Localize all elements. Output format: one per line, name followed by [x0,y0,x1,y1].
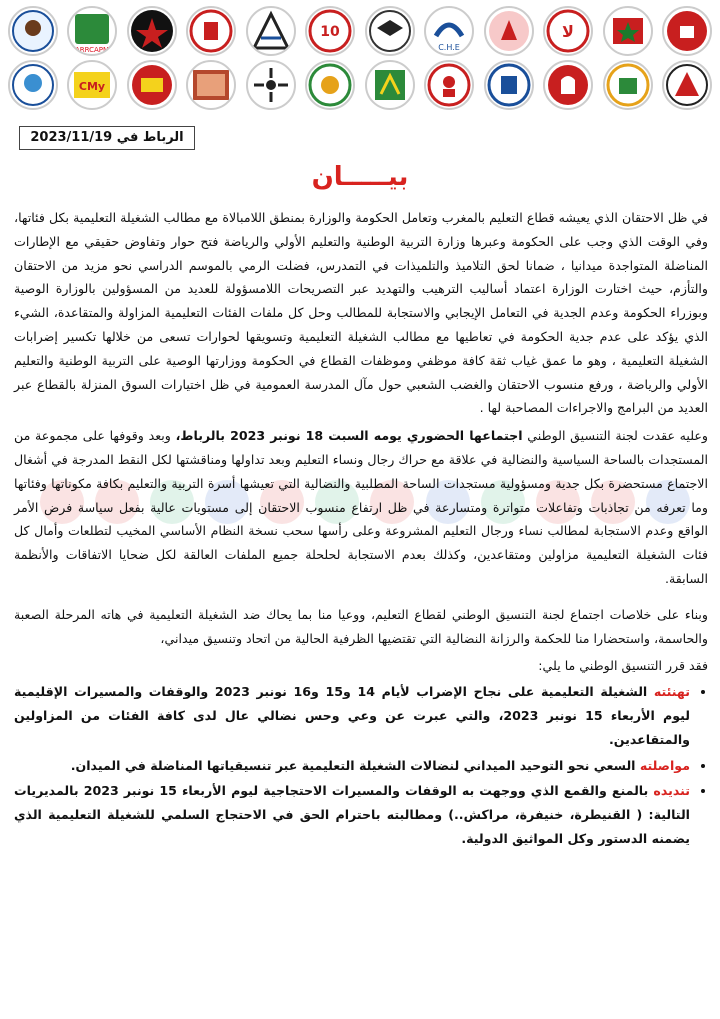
svg-text:10: 10 [320,24,341,40]
date-line: الرباط في 2023/11/19 [19,126,195,150]
paragraph-conclusions: وبناء على خلاصات اجتماع لجنة التنسيق الوطني لقطاع التعليم، ووعيا منا بما يحاك ضد الشغيلة التعليمية في هاته المرحلة الصعبة والحاسمة، واستحضارا منا للحكمة والرزانة النضالية التي تقتضيها الظرفية الحالية من اتحاد وتنسيق ميداني، [14,606,708,646]
logo-label: C.H.E [438,43,460,52]
organization-logo [127,60,177,110]
decisions-list [14,680,708,851]
decision-item: • مواصلته السعي نحو التوحيد الميداني لنضالات الشغيلة التعليمية عبر تنسيقياتها المناضلة في الميدان. [14,754,690,778]
organization-logo [484,60,534,110]
organization-logo [543,60,593,110]
paragraph-context: في ظل الاحتقان الذي يعيشه قطاع التعليم بالمغرب وتعامل الحكومة والوزارة بمنطق اللامبالاة مع مطالب الشغيلة التعليمية بكل فئاتها، وفي الوقت الذي وجب على الحكومة وعبرها وزارة التربية الوطنية والتعليم الأولي والرياضة فتح حوار وتفاوض حقيقي مع الإطارات المناضلة المتواجدة ميدانيا ، ضمانا لحق التلاميذ والتلميذات في التمدرس، فضلت الرمي بالموسم الدراسي نحو مزيد من الاحتقان والتأزم، حيث اختارت الوزارة اعتماد أساليب الترهيب والتهديد عبر التصريحات اللامسؤولة للعديد من المسؤولين بالوزارة الوصية وبوزراء الحكومة وعدم الجدية في التعامل الإيجابي والاستجابة للمطالب وحل كل ملفات الفئات التعليمية المزاولة والمتقاعدة، الشيء الذي يؤكد على عدم جدية الحكومة في تعاطيها مع مطالب الشغيلة التعليمية وتسويقها لحوارات تسعى من خلالها تكسير إضرابات الشغيلة التعليمية ، وهو ما عمق غياب ثقة كافة موظفي وموظفات القطاع في الحكومة ووزارتها الوصية على التربية الوطنية والتعليم الأولي والرياضة ، ورفع منسوب الاحتقان والغضب الشعبي حول مآل المدرسة العمومية في ظل اختيارات السوق المنزلة بالقطاع عبر العديد من البرامج والاجراءات المصاحبة لها . [14,210,708,416]
organization-logo [365,6,415,56]
organization-logo [127,6,177,56]
organization-logo [543,6,593,56]
organization-logo [603,60,653,110]
decision-item: • تهنئته الشغيلة التعليمية على نجاح الإضراب لأيام 14 و15 و16 نونبر 2023 والوقفات والمسيرات الإقليمية ليوم الأربعاء 15 نونبر 2023، والتي عبرت عن وعي وحس نضالي عال لدى كافة الفئات من المزاولين والمتقاعدين. [14,680,690,751]
logos-row-2 [8,60,712,110]
organization-logo [484,6,534,56]
paragraph-decision-intro: فقد قرر التنسيق الوطني ما يلي: [538,658,708,674]
document-title: بيـــــان [311,162,409,192]
organization-logo [424,60,474,110]
decision-keyword: مواصلته [639,757,690,773]
organization-logo [424,6,474,56]
logo-label: ARRCAPM [75,46,110,54]
organization-logo [662,60,712,110]
organization-logo [603,6,653,56]
organization-logo [246,60,296,110]
organization-logo [8,60,58,110]
organization-logo [67,60,117,110]
logos-row-1 [8,6,712,56]
logo-label: CMy [79,80,106,93]
decision-item: • تنديده بالمنع والقمع الذي ووجهت به الوقفات والمسيرات الاحتجاجية ليوم الأربعاء 15 نونبر 2023 بالمديريات التالية: ( القنيطرة، خنيفرة، مراكش..) ومطالبته باحترام الحق في الاحتجاج السلمي للشغيلة التعليمية الذي يضمنه الدستور وكل المواثيق الدولية. [14,779,690,850]
paragraph-meeting: وعليه عقدت لجنة التنسيق الوطني اجتماعها الحضوري يومه السبت 18 نونبر 2023 بالرباط، وبعد وقوفها على مجموعة من المستجدات بالساحة السياسية والنضالية في علاقة مع حراك رجال ونساء التعليم وبعد تداولها ومناقشتها لكل النقط المدرجة في أشغال الاجتماع مستحضرة بكل جدية ومسؤولية مستجدات الساحة المطلبية والنضالية التي تعيشها أسرة التربية والتعليم بكافة مكوناتها وفئاتها وما تعرفه من تجاذبات وتفاعلات متواترة ومتسارعة في ظل ارتفاع منسوب الاحتقان إلى مستويات عالية بفعل سياسة فرض الأمر الواقع وعدم الاستجابة لمطالب نساء ورجال التعليم المشروعة وعلى رأسها سحب نسخة النظام الأساسي المخيب لتطلعات وأمال كل فئات الشغيلة التعليمية مزاولين ومتقاعدين، وكذلك بعدم الاستجابة لحلحلة جميع الملفات العالقة لكل ضحايا الاتفاقات والأنظمة السابقة. [14,428,708,586]
organization-logo [186,6,236,56]
meeting-date: اجتماعها الحضوري يومه السبت 18 نونبر 2023 بالرباط، [175,428,523,444]
organization-logo [305,6,355,56]
organization-logo [365,60,415,110]
organization-logo [8,6,58,56]
statement-body [14,206,708,853]
svg-text:لا: لا [562,22,575,41]
organization-logo [67,6,117,56]
organization-logo [186,60,236,110]
decision-keyword: تهنئته [653,684,690,700]
organization-logo [662,6,712,56]
organization-logo [305,60,355,110]
organization-logo [246,6,296,56]
logos-header [0,0,720,120]
decision-keyword: تنديده [653,783,690,799]
